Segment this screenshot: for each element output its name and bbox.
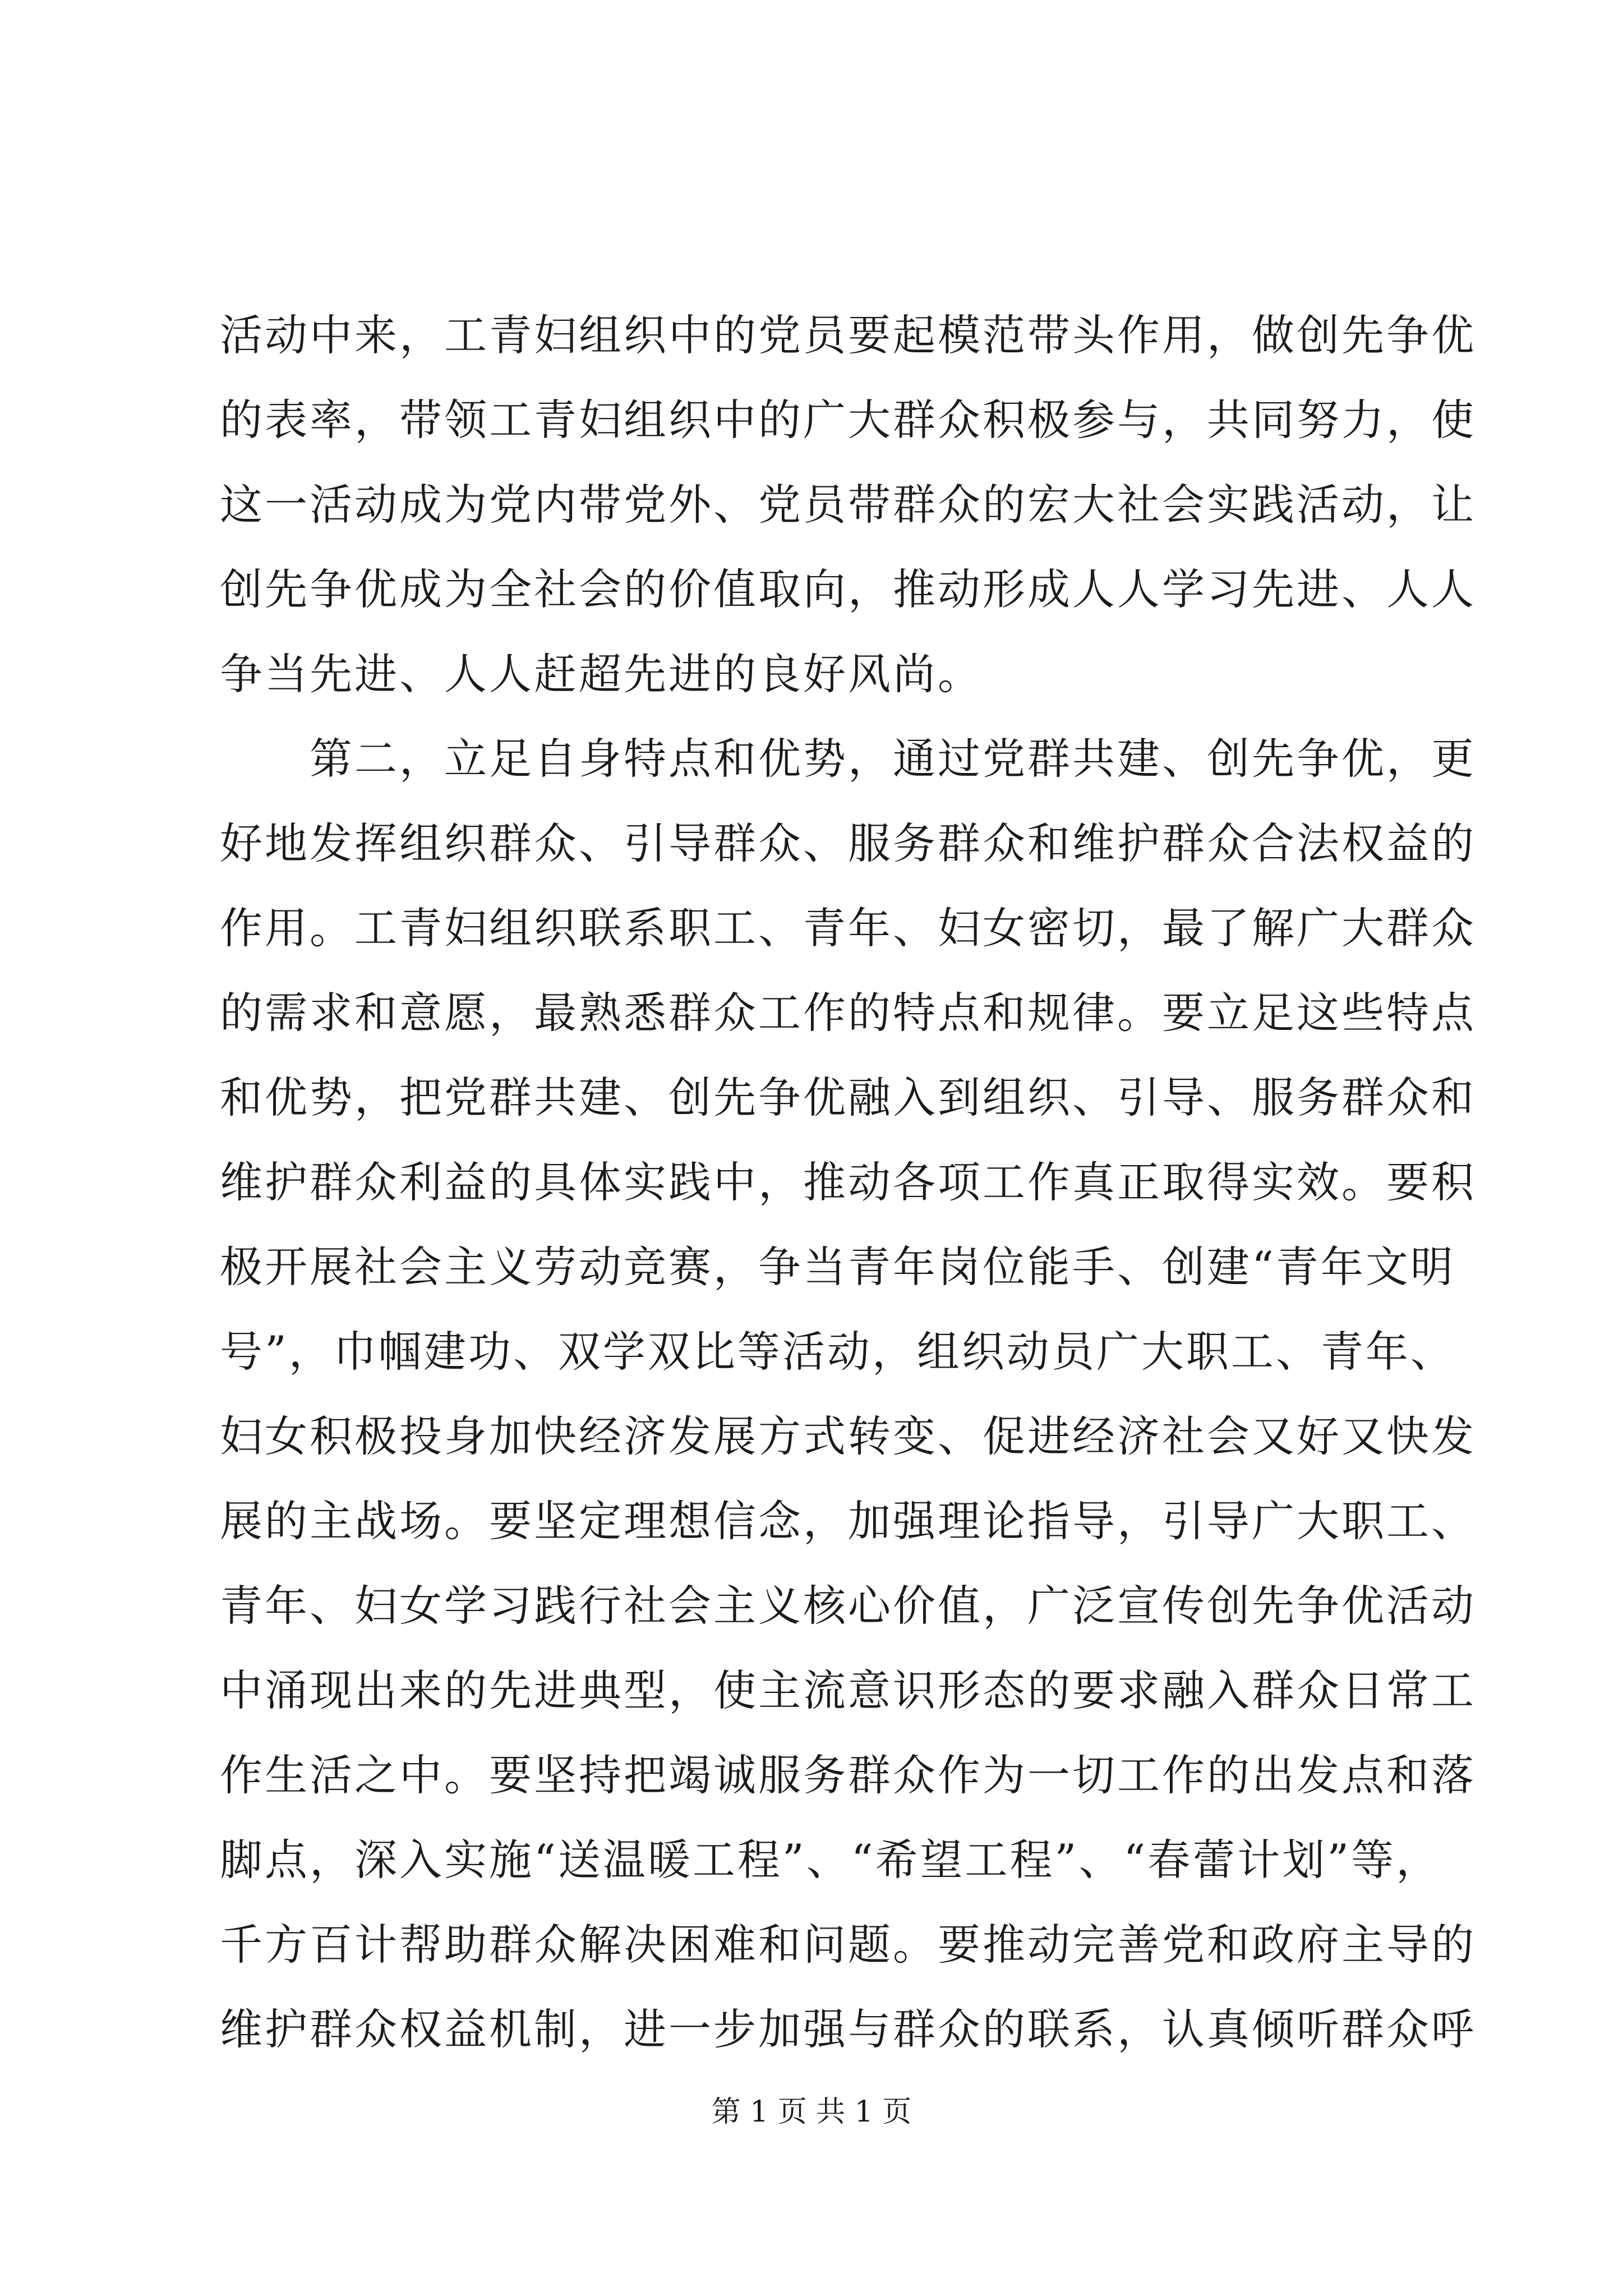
text-line: 青年、妇女学习践行社会主义核心价值，广泛宣传创先争优活动 [220,1581,1476,1631]
text-line: 和优势，把党群共建、创先争优融入到组织、引导、服务群众和 [220,1073,1476,1122]
text-line: 极开展社会主义劳动竞赛，争当青年岗位能手、创建“青年文明 [220,1242,1455,1292]
text-line: 的表率，带领工青妇组织中的广大群众积极参与，共同努力，使 [220,395,1476,445]
text-line: 妇女积极投身加快经济发展方式转变、促进经济社会又好又快发 [220,1411,1476,1461]
text-line: 维护群众权益机制，进一步加强与群众的联系，认真倾听群众呼 [220,2004,1476,2054]
text-line: 的需求和意愿，最熟悉群众工作的特点和规律。要立足这些特点 [220,988,1476,1038]
text-line: 脚点，深入实施“送温暖工程”、“希望工程”、“春蕾计划”等， [220,1835,1441,1885]
text-line: 第二，立足自身特点和优势，通过党群共建、创先争优，更 [220,734,1476,784]
text-line: 好地发挥组织群众、引导群众、服务群众和维护群众合法权益的 [220,818,1476,868]
page-footer: 第 1 页 共 1 页 [711,2095,912,2129]
text-line: 展的主战场。要坚定理想信念，加强理论指导，引导广大职工、 [220,1496,1476,1546]
text-line: 中涌现出来的先进典型，使主流意识形态的要求融入群众日常工 [220,1665,1476,1715]
document-body [220,293,1476,2072]
text-line: 争当先进、人人赶超先进的良好风尚。 [220,649,983,699]
text-line: 维护群众利益的具体实践中，推动各项工作真正取得实效。要积 [220,1157,1476,1207]
text-line: 活动中来，工青妇组织中的党员要起模范带头作用，做创先争优 [220,310,1476,360]
text-line: 号”，巾帼建功、双学双比等活动，组织动员广大职工、青年、 [220,1327,1455,1377]
text-line: 作用。工青妇组织联系职工、青年、妇女密切，最了解广大群众 [220,903,1476,953]
text-line: 千方百计帮助群众解决困难和问题。要推动完善党和政府主导的 [220,1920,1476,1970]
text-line: 作生活之中。要坚持把竭诚服务群众作为一切工作的出发点和落 [220,1750,1476,1800]
text-line: 创先争优成为全社会的价值取向，推动形成人人学习先进、人人 [220,564,1476,614]
text-line: 这一活动成为党内带党外、党员带群众的宏大社会实践活动，让 [220,480,1476,530]
